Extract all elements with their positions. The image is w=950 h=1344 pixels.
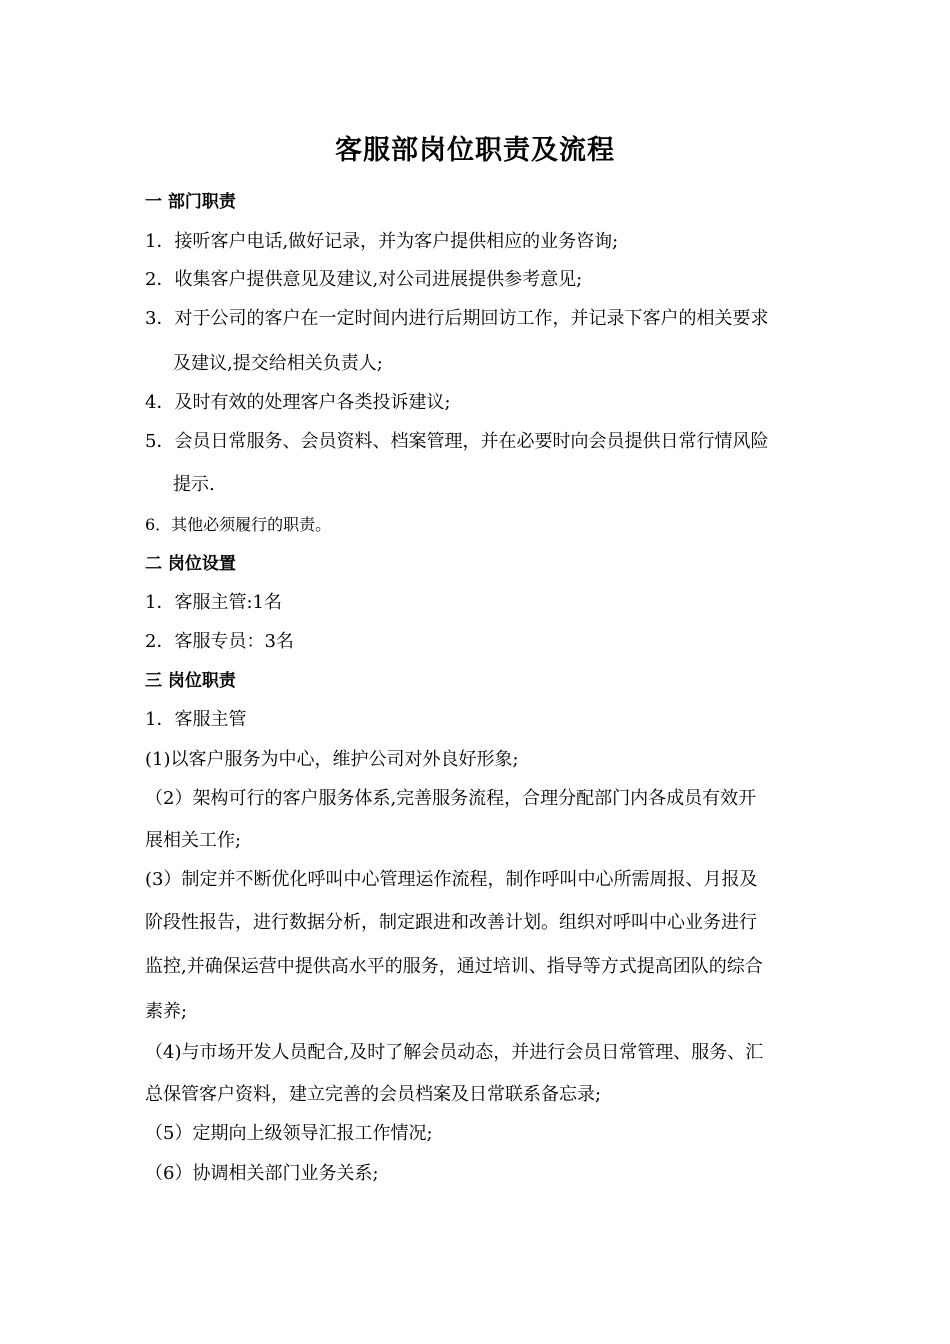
page-title: 客服部岗位职责及流程 (335, 135, 615, 166)
paragraph-line: (1)以客户服务为中心，维护公司对外良好形象; (145, 749, 519, 770)
section-heading-positions: 二 岗位设置 (145, 554, 236, 574)
paragraph-line: （5）定期向上级领导汇报工作情况; (145, 1123, 433, 1144)
paragraph-line: 2．客服专员：3名 (145, 631, 294, 652)
paragraph-line: 1．客服主管 (145, 709, 247, 730)
paragraph-line: 阶段性报告，进行数据分析，制定跟进和改善计划。组织对呼叫中心业务进行 (145, 912, 757, 933)
paragraph-line: 素养; (145, 1001, 188, 1022)
paragraph-line: 5．会员日常服务、会员资料、档案管理，并在必要时向会员提供日常行情风险 (145, 431, 769, 452)
section-heading-job-duties: 三 岗位职责 (145, 671, 236, 691)
section-heading-department-duties: 一 部门职责 (145, 192, 236, 212)
paragraph-line: 6．其他必须履行的职责。 (145, 515, 332, 534)
paragraph-line: 4．及时有效的处理客户各类投诉建议; (145, 392, 451, 413)
paragraph-line: 展相关工作; (145, 830, 242, 851)
paragraph-line: （2）架构可行的客户服务体系,完善服务流程，合理分配部门内各成员有效开 (145, 788, 757, 809)
paragraph-line: （6）协调相关部门业务关系; (145, 1163, 379, 1184)
paragraph-line: 2．收集客户提供意见及建议,对公司进展提供参考意见; (145, 269, 583, 290)
paragraph-line: 1．接听客户电话,做好记录，并为客户提供相应的业务咨询; (145, 231, 619, 252)
paragraph-line: 监控,并确保运营中提供高水平的服务，通过培训、指导等方式提高团队的综合 (145, 956, 763, 977)
paragraph-line: 提示. (173, 474, 215, 495)
paragraph-line: 总保管客户资料，建立完善的会员档案及日常联系备忘录; (145, 1084, 602, 1105)
paragraph-line: 及建议,提交给相关负责人; (173, 353, 383, 374)
paragraph-line: 3．对于公司的客户在一定时间内进行后期回访工作，并记录下客户的相关要求 (145, 308, 769, 329)
paragraph-line: （4)与市场开发人员配合,及时了解会员动态，并进行会员日常管理、服务、汇 (145, 1042, 764, 1063)
paragraph-line: 1．客服主管:1名 (145, 592, 282, 613)
paragraph-line: (3）制定并不断优化呼叫中心管理运作流程，制作呼叫中心所需周报、月报及 (145, 869, 758, 890)
